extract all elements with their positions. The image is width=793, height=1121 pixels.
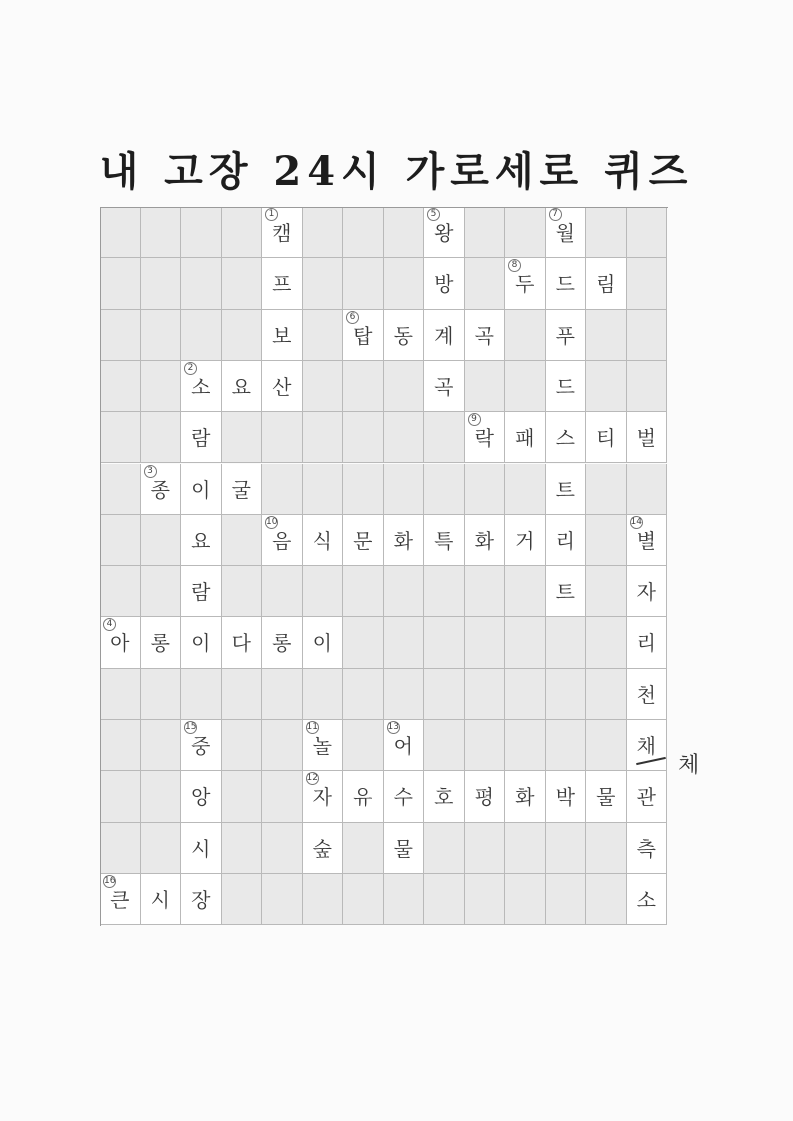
crossword-cell [505,258,546,309]
cell-letter: 산 [272,374,292,399]
crossword-blank-cell [424,874,465,925]
crossword-blank-cell [141,310,182,361]
cell-letter: 화 [474,528,494,553]
cell-letter: 리 [555,528,575,553]
crossword-blank-cell [465,874,506,925]
crossword-blank-cell [141,720,182,771]
cell-letter: 별 [636,528,656,553]
crossword-blank-cell [222,823,263,874]
crossword-blank-cell [465,361,506,412]
crossword-blank-cell [384,412,425,463]
cell-letter: 계 [434,323,454,348]
crossword-blank-cell [465,617,506,668]
cell-letter: 소 [191,374,211,399]
crossword-blank-cell [627,258,668,309]
crossword-blank-cell [465,669,506,720]
cell-letter: 중 [191,734,211,758]
crossword-blank-cell [384,617,425,668]
crossword-cell [627,515,668,566]
clue-number: 10 [266,516,278,527]
cell-letter: 문 [353,528,373,553]
crossword-cell [384,771,425,822]
margin-correction-note: 체 [678,753,700,778]
cell-letter: 화 [515,785,535,810]
crossword-cell [505,515,546,566]
cell-letter: 평 [474,785,494,810]
cell-letter: 롱 [272,631,292,656]
crossword-blank-cell [465,464,506,515]
crossword-blank-cell [465,207,506,258]
crossword-cell [343,310,384,361]
crossword-cell [303,771,344,822]
crossword-blank-cell [222,720,263,771]
crossword-blank-cell [343,412,384,463]
clue-number: 14 [630,516,642,527]
crossword-blank-cell [141,771,182,822]
crossword-blank-cell [505,566,546,617]
clue-number: 13 [387,722,399,732]
cell-letter: 드 [555,374,575,399]
clue-number: 11 [306,722,318,732]
crossword-blank-cell [505,669,546,720]
crossword-blank-cell [100,566,141,617]
crossword-cell [465,771,506,822]
crossword-blank-cell [100,720,141,771]
clue-number: 8 [508,259,521,272]
crossword-cell [627,617,668,668]
crossword-cell [384,515,425,566]
crossword-blank-cell [546,669,587,720]
crossword-cell [343,515,384,566]
cell-letter: 탑 [353,323,373,348]
clue-number: 12 [306,773,318,784]
crossword-cell [384,720,425,771]
crossword-cell [181,771,222,822]
crossword-blank-cell [465,566,506,617]
crossword-cell [141,874,182,925]
crossword-blank-cell [181,669,222,720]
cell-letter: 티 [596,426,616,451]
crossword-cell [262,310,303,361]
cell-letter: 종 [150,477,170,502]
crossword-blank-cell [343,617,384,668]
crossword-blank-cell [505,464,546,515]
crossword-cell [546,310,587,361]
cell-letter: 유 [353,785,373,810]
clue-number: 15 [185,722,197,732]
crossword-blank-cell [303,207,344,258]
crossword-blank-cell [181,258,222,309]
cell-letter: 소 [636,887,656,912]
crossword-blank-cell [222,874,263,925]
cell-letter: 요 [191,528,211,553]
crossword-cell [627,823,668,874]
crossword-blank-cell [222,771,263,822]
cell-letter: 자 [636,580,656,605]
cell-letter: 채 [636,734,656,758]
crossword-blank-cell [141,207,182,258]
crossword-blank-cell [303,464,344,515]
crossword-cell [424,515,465,566]
crossword-blank-cell [141,515,182,566]
crossword-blank-cell [384,258,425,309]
crossword-blank-cell [343,361,384,412]
cell-letter: 이 [191,631,211,656]
crossword-cell [424,258,465,309]
cell-letter: 리 [636,631,656,656]
crossword-blank-cell [222,207,263,258]
cell-letter: 음 [272,528,292,553]
cell-letter: 앙 [191,785,211,810]
crossword-blank-cell [141,258,182,309]
crossword-cell [586,771,627,822]
crossword-cell [586,412,627,463]
crossword-cell [181,361,222,412]
crossword-blank-cell [262,464,303,515]
crossword-blank-cell [546,874,587,925]
cell-letter: 곡 [474,323,494,348]
clue-number: 6 [346,311,359,324]
cell-letter: 자 [312,785,332,810]
crossword-cell [627,566,668,617]
crossword-cell [181,720,222,771]
crossword-blank-cell [505,874,546,925]
crossword-blank-cell [424,566,465,617]
crossword-cell [424,361,465,412]
crossword-blank-cell [546,823,587,874]
crossword-cell [424,207,465,258]
crossword-cell [546,258,587,309]
crossword-blank-cell [627,207,668,258]
crossword-cell [627,874,668,925]
crossword-cell [181,566,222,617]
crossword-cell [384,310,425,361]
crossword-blank-cell [586,669,627,720]
crossword-blank-cell [546,720,587,771]
cell-letter: 어 [393,734,413,758]
clue-number: 16 [104,875,116,886]
cell-letter: 수 [393,785,413,810]
crossword-blank-cell [505,617,546,668]
cell-letter: 큰 [110,887,130,912]
crossword-blank-cell [586,207,627,258]
crossword-cell [222,464,263,515]
crossword-blank-cell [181,310,222,361]
crossword-blank-cell [343,720,384,771]
crossword-cell [262,258,303,309]
crossword-cell [141,617,182,668]
crossword-blank-cell [627,310,668,361]
crossword-blank-cell [343,669,384,720]
crossword-blank-cell [100,669,141,720]
cell-letter: 시 [150,887,170,912]
crossword-blank-cell [424,669,465,720]
cell-letter: 푸 [555,323,575,348]
cell-letter: 방 [434,272,454,297]
crossword-cell [181,823,222,874]
crossword-blank-cell [141,669,182,720]
clue-number: 5 [427,208,440,221]
crossword-cell [181,515,222,566]
crossword-blank-cell [222,669,263,720]
cell-letter: 이 [191,477,211,502]
crossword-cell [546,515,587,566]
crossword-blank-cell [262,874,303,925]
crossword-blank-cell [627,464,668,515]
cell-letter: 두 [515,272,535,297]
clue-number: 7 [549,208,562,221]
cell-letter: 관 [636,785,656,810]
cell-letter: 장 [191,887,211,912]
crossword-blank-cell [303,361,344,412]
crossword-cell [222,361,263,412]
crossword-blank-cell [141,361,182,412]
crossword-blank-cell [586,617,627,668]
crossword-blank-cell [343,874,384,925]
cell-letter: 곡 [434,374,454,399]
crossword-blank-cell [141,823,182,874]
crossword-cell [465,412,506,463]
crossword-blank-cell [586,310,627,361]
crossword-blank-cell [100,207,141,258]
crossword-blank-cell [303,874,344,925]
crossword-blank-cell [262,720,303,771]
crossword-cell [424,310,465,361]
cell-letter: 요 [231,374,251,399]
crossword-blank-cell [384,566,425,617]
cell-letter: 다 [231,631,251,656]
cell-letter: 숲 [312,836,332,861]
crossword-blank-cell [424,412,465,463]
cell-letter: 측 [636,836,656,861]
crossword-cell [627,720,668,771]
crossword-blank-cell [384,669,425,720]
crossword-cell [181,412,222,463]
cell-letter: 트 [555,580,575,605]
crossword-blank-cell [303,669,344,720]
crossword-blank-cell [262,412,303,463]
crossword-blank-cell [384,464,425,515]
crossword-cell [465,515,506,566]
cell-letter: 동 [393,323,413,348]
cell-letter: 왕 [434,221,454,245]
crossword-blank-cell [262,771,303,822]
crossword-blank-cell [465,258,506,309]
cell-letter: 람 [191,426,211,451]
crossword-blank-cell [627,361,668,412]
crossword-blank-cell [100,258,141,309]
crossword-blank-cell [586,566,627,617]
crossword-cell [262,207,303,258]
cell-letter: 아 [110,631,130,656]
crossword-cell [384,823,425,874]
crossword-blank-cell [100,361,141,412]
cell-letter: 물 [393,836,413,861]
crossword-cell [303,617,344,668]
crossword-cell [303,720,344,771]
crossword-blank-cell [384,361,425,412]
crossword-cell [465,310,506,361]
cell-letter: 패 [515,426,535,451]
crossword-blank-cell [586,515,627,566]
crossword-cell [181,464,222,515]
clue-number: 1 [265,208,278,221]
cell-letter: 벌 [636,426,656,451]
crossword-blank-cell [100,412,141,463]
crossword-cell [222,617,263,668]
crossword-blank-cell [505,823,546,874]
crossword-blank-cell [303,412,344,463]
crossword-blank-cell [505,720,546,771]
crossword-blank-cell [343,566,384,617]
cell-letter: 거 [515,528,535,553]
cell-letter: 화 [393,528,413,553]
crossword-blank-cell [222,310,263,361]
cell-letter: 이 [312,631,332,656]
cell-letter: 물 [596,785,616,810]
crossword-cell [303,515,344,566]
crossword-cell [100,874,141,925]
crossword-blank-cell [424,720,465,771]
crossword-cell [181,617,222,668]
crossword-cell [343,771,384,822]
cell-letter: 월 [555,221,575,245]
crossword-cell [141,464,182,515]
cell-letter: 롱 [150,631,170,656]
crossword-cell [627,669,668,720]
clue-number: 9 [468,413,481,426]
crossword-cell [262,361,303,412]
crossword-cell [505,771,546,822]
crossword-blank-cell [303,566,344,617]
crossword-blank-cell [465,720,506,771]
crossword-cell [546,771,587,822]
cell-letter: 놀 [312,734,332,758]
cell-letter: 호 [434,785,454,810]
cell-letter: 천 [636,682,656,707]
crossword-cell [100,617,141,668]
crossword-blank-cell [262,823,303,874]
crossword-blank-cell [343,823,384,874]
crossword-cell [546,207,587,258]
crossword-blank-cell [343,258,384,309]
cell-letter: 보 [272,323,292,348]
cell-letter: 시 [191,836,211,861]
cell-letter: 특 [434,528,454,553]
crossword-cell [505,412,546,463]
crossword-cell [546,464,587,515]
crossword-blank-cell [586,823,627,874]
crossword-blank-cell [586,464,627,515]
crossword-blank-cell [100,771,141,822]
crossword-blank-cell [100,515,141,566]
crossword-cell [424,771,465,822]
quiz-title: 내 고장 24시 가로세로 퀴즈 [99,148,694,195]
crossword-cell [262,617,303,668]
crossword-cell [546,361,587,412]
crossword-blank-cell [141,412,182,463]
crossword-cell [627,771,668,822]
crossword-blank-cell [222,515,263,566]
crossword-blank-cell [465,823,506,874]
crossword-blank-cell [424,617,465,668]
crossword-blank-cell [384,207,425,258]
clue-number: 3 [144,465,157,478]
cell-letter: 트 [555,477,575,502]
crossword-blank-cell [262,566,303,617]
clue-number: 2 [184,362,197,375]
crossword-blank-cell [100,310,141,361]
crossword-blank-cell [586,720,627,771]
crossword-blank-cell [424,823,465,874]
crossword-cell [181,874,222,925]
crossword-blank-cell [343,207,384,258]
crossword-blank-cell [303,258,344,309]
crossword-blank-cell [100,464,141,515]
crossword-blank-cell [505,361,546,412]
crossword-cell [262,515,303,566]
cell-letter: 굴 [231,477,251,502]
cell-letter: 스 [555,426,575,451]
crossword-cell [627,412,668,463]
cell-letter: 프 [272,272,292,297]
crossword-blank-cell [546,617,587,668]
crossword-blank-cell [222,412,263,463]
cell-letter: 드 [555,272,575,297]
crossword-cell [586,258,627,309]
crossword-cell [303,823,344,874]
crossword-cell [546,412,587,463]
crossword-blank-cell [343,464,384,515]
crossword-blank-cell [505,207,546,258]
cell-letter: 식 [312,528,332,553]
crossword-blank-cell [141,566,182,617]
crossword-blank-cell [384,874,425,925]
cell-letter: 락 [474,426,494,451]
crossword-blank-cell [424,464,465,515]
cell-letter: 림 [596,272,616,297]
crossword-blank-cell [303,310,344,361]
crossword-blank-cell [586,361,627,412]
crossword-blank-cell [222,258,263,309]
cell-letter: 박 [555,785,575,810]
cell-letter: 람 [191,580,211,605]
clue-number: 4 [103,618,116,631]
cell-letter: 캠 [272,221,292,245]
crossword-blank-cell [222,566,263,617]
crossword-cell [546,566,587,617]
crossword-blank-cell [262,669,303,720]
crossword-blank-cell [586,874,627,925]
crossword-blank-cell [505,310,546,361]
crossword-blank-cell [181,207,222,258]
crossword-blank-cell [100,823,141,874]
